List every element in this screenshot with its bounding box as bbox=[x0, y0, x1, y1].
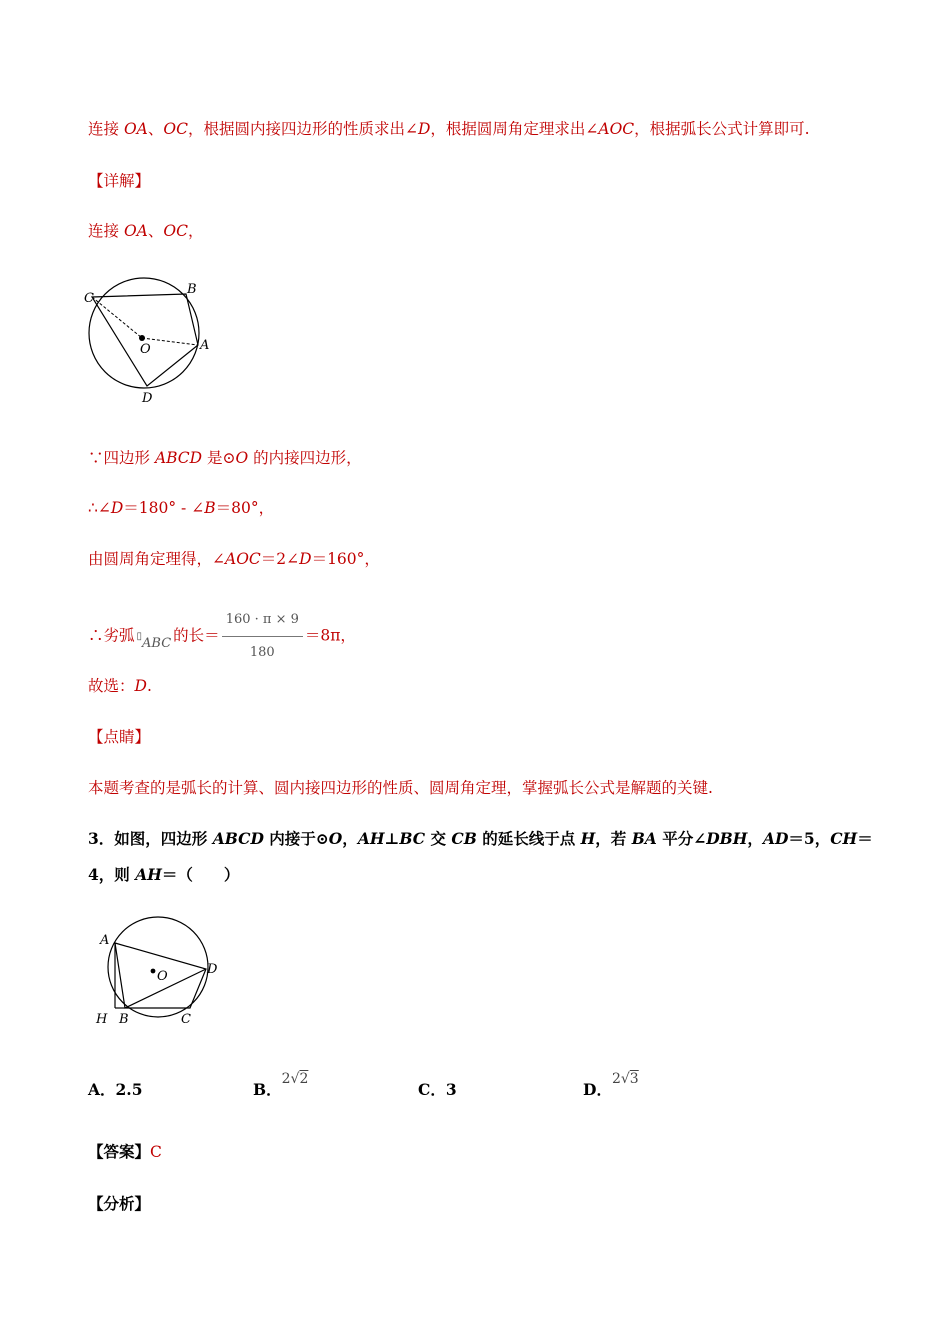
label-h: H bbox=[96, 1012, 108, 1027]
text: 、 bbox=[147, 120, 164, 138]
fraction bbox=[222, 606, 303, 667]
text: 的延长线于点 bbox=[476, 829, 581, 848]
answer-label: 【答案】 bbox=[88, 1142, 151, 1161]
arc-abc bbox=[137, 630, 172, 659]
text: 连接 bbox=[88, 222, 124, 240]
question-3-line-2 bbox=[88, 864, 239, 886]
choice-b[interactable] bbox=[253, 1071, 309, 1100]
step-3 bbox=[88, 548, 380, 570]
comment-text: 本题考查的是弧长的计算、圆内接四边形的性质、圆周角定理，掌握弧长公式是解题的关键. bbox=[88, 779, 713, 797]
label-c: C bbox=[84, 291, 94, 306]
circle-figure-1 bbox=[80, 275, 230, 410]
label-b: B bbox=[119, 1012, 129, 1027]
center-point-o bbox=[139, 335, 145, 341]
math-aoc: AOC bbox=[598, 120, 635, 138]
text: ，根据弧长公式计算即可. bbox=[634, 120, 810, 138]
text: ， bbox=[187, 222, 204, 240]
text: 故选： bbox=[88, 677, 135, 695]
choice-b-label: B． bbox=[253, 1080, 282, 1099]
math-dbh: DBH bbox=[706, 829, 748, 848]
step-2 bbox=[88, 497, 274, 519]
math-oc: OC bbox=[163, 222, 188, 240]
math-o: O bbox=[235, 449, 249, 467]
choice-d[interactable] bbox=[583, 1071, 639, 1100]
text: 内接于⊙ bbox=[263, 829, 329, 848]
text: ，根据圆内接四边形的性质求出∠ bbox=[187, 120, 418, 138]
text: . bbox=[146, 677, 152, 695]
text: ， bbox=[747, 829, 763, 848]
math-d: D bbox=[134, 677, 147, 695]
math-cb: CB bbox=[451, 829, 477, 848]
math-bc: BC bbox=[399, 829, 426, 848]
coefficient: 2 bbox=[611, 1071, 621, 1087]
sqrt-expression: 2√3 bbox=[611, 1071, 639, 1087]
fraction-numerator: 160 · π × 9 bbox=[222, 606, 303, 637]
math-d: D bbox=[299, 550, 312, 568]
label-o: O bbox=[140, 342, 151, 357]
answer-value: C bbox=[150, 1143, 162, 1161]
math-oc: OC bbox=[163, 120, 188, 138]
text: 平分∠ bbox=[656, 829, 707, 848]
text: ＝160°， bbox=[311, 550, 380, 568]
text: ，根据圆周角定理求出∠ bbox=[430, 120, 599, 138]
label-a: A bbox=[200, 338, 210, 353]
fraction-denominator: 180 bbox=[249, 645, 275, 660]
question-3-line-1 bbox=[88, 828, 873, 850]
label-o: O bbox=[157, 969, 168, 984]
math-d: D bbox=[417, 120, 431, 138]
circle-figure-2 bbox=[90, 915, 230, 1030]
math-d: D bbox=[110, 499, 124, 517]
choice-d-label: D． bbox=[583, 1080, 612, 1099]
math-oa: OA bbox=[123, 120, 148, 138]
text: 的内接四边形， bbox=[248, 449, 362, 467]
label-d: D bbox=[142, 391, 153, 406]
radicand: 3 bbox=[629, 1071, 639, 1087]
text: ＝2∠ bbox=[260, 550, 300, 568]
label-b: B bbox=[187, 282, 197, 297]
label-d: D bbox=[207, 962, 218, 977]
text: 3．如图，四边形 bbox=[88, 829, 213, 848]
center-point-o bbox=[151, 969, 156, 974]
text: 的长＝ bbox=[173, 626, 220, 645]
step-5 bbox=[88, 675, 152, 697]
analysis-heading: 【分析】 bbox=[88, 1194, 151, 1213]
text: ∴∠ bbox=[88, 499, 111, 517]
answer-line bbox=[88, 1141, 162, 1163]
text: ⊥ bbox=[384, 829, 400, 848]
math-ad: AD bbox=[762, 829, 789, 848]
text: ，若 bbox=[595, 829, 632, 848]
text: 交 bbox=[425, 829, 452, 848]
text: ＝（ ） bbox=[161, 865, 240, 884]
math-abcd: ABCD bbox=[154, 449, 203, 467]
sqrt-expression: 2√2 bbox=[281, 1071, 309, 1087]
text: 是⊙ bbox=[202, 449, 236, 467]
choice-c-label: C．3 bbox=[418, 1080, 457, 1099]
segment-oc bbox=[92, 297, 142, 338]
math-aoc: AOC bbox=[225, 550, 261, 568]
analysis-sentence bbox=[88, 118, 810, 140]
text: ＝80°， bbox=[215, 499, 275, 517]
math-h: H bbox=[580, 829, 596, 848]
arc-symbol: ▯ bbox=[136, 630, 143, 642]
math-o: O bbox=[328, 829, 343, 848]
text: 由圆周角定理得，∠ bbox=[88, 550, 225, 568]
text: ＝8π， bbox=[304, 626, 356, 645]
step-1 bbox=[88, 447, 362, 469]
text: 连接 bbox=[88, 120, 124, 138]
text: ＝180° - ∠ bbox=[123, 499, 205, 517]
connect-line bbox=[88, 220, 203, 242]
text: ＝ bbox=[857, 829, 873, 848]
math-ba: BA bbox=[631, 829, 657, 848]
arc-label: ABC bbox=[142, 635, 172, 651]
step-4 bbox=[88, 606, 356, 667]
choice-a-label: A．2.5 bbox=[88, 1080, 143, 1099]
math-ah: AH bbox=[357, 829, 385, 848]
choice-c[interactable] bbox=[418, 1078, 457, 1100]
coefficient: 2 bbox=[281, 1071, 291, 1087]
text: ＝5， bbox=[788, 829, 831, 848]
text: 4，则 bbox=[88, 865, 136, 884]
math-ah: AH bbox=[135, 865, 162, 884]
detail-heading: 【详解】 bbox=[88, 172, 151, 190]
math-oa: OA bbox=[123, 222, 148, 240]
text: ∵四边形 bbox=[88, 449, 155, 467]
text: ∴劣弧 bbox=[88, 626, 135, 645]
math-abcd: ABCD bbox=[212, 829, 264, 848]
math-b: B bbox=[204, 499, 216, 517]
text: 、 bbox=[147, 222, 164, 240]
comment-heading: 【点睛】 bbox=[88, 728, 151, 746]
radicand: 2 bbox=[299, 1071, 309, 1087]
label-c: C bbox=[181, 1012, 191, 1027]
choice-a[interactable] bbox=[88, 1078, 143, 1100]
text: ， bbox=[342, 829, 358, 848]
math-ch: CH bbox=[830, 829, 858, 848]
label-a: A bbox=[100, 933, 110, 948]
